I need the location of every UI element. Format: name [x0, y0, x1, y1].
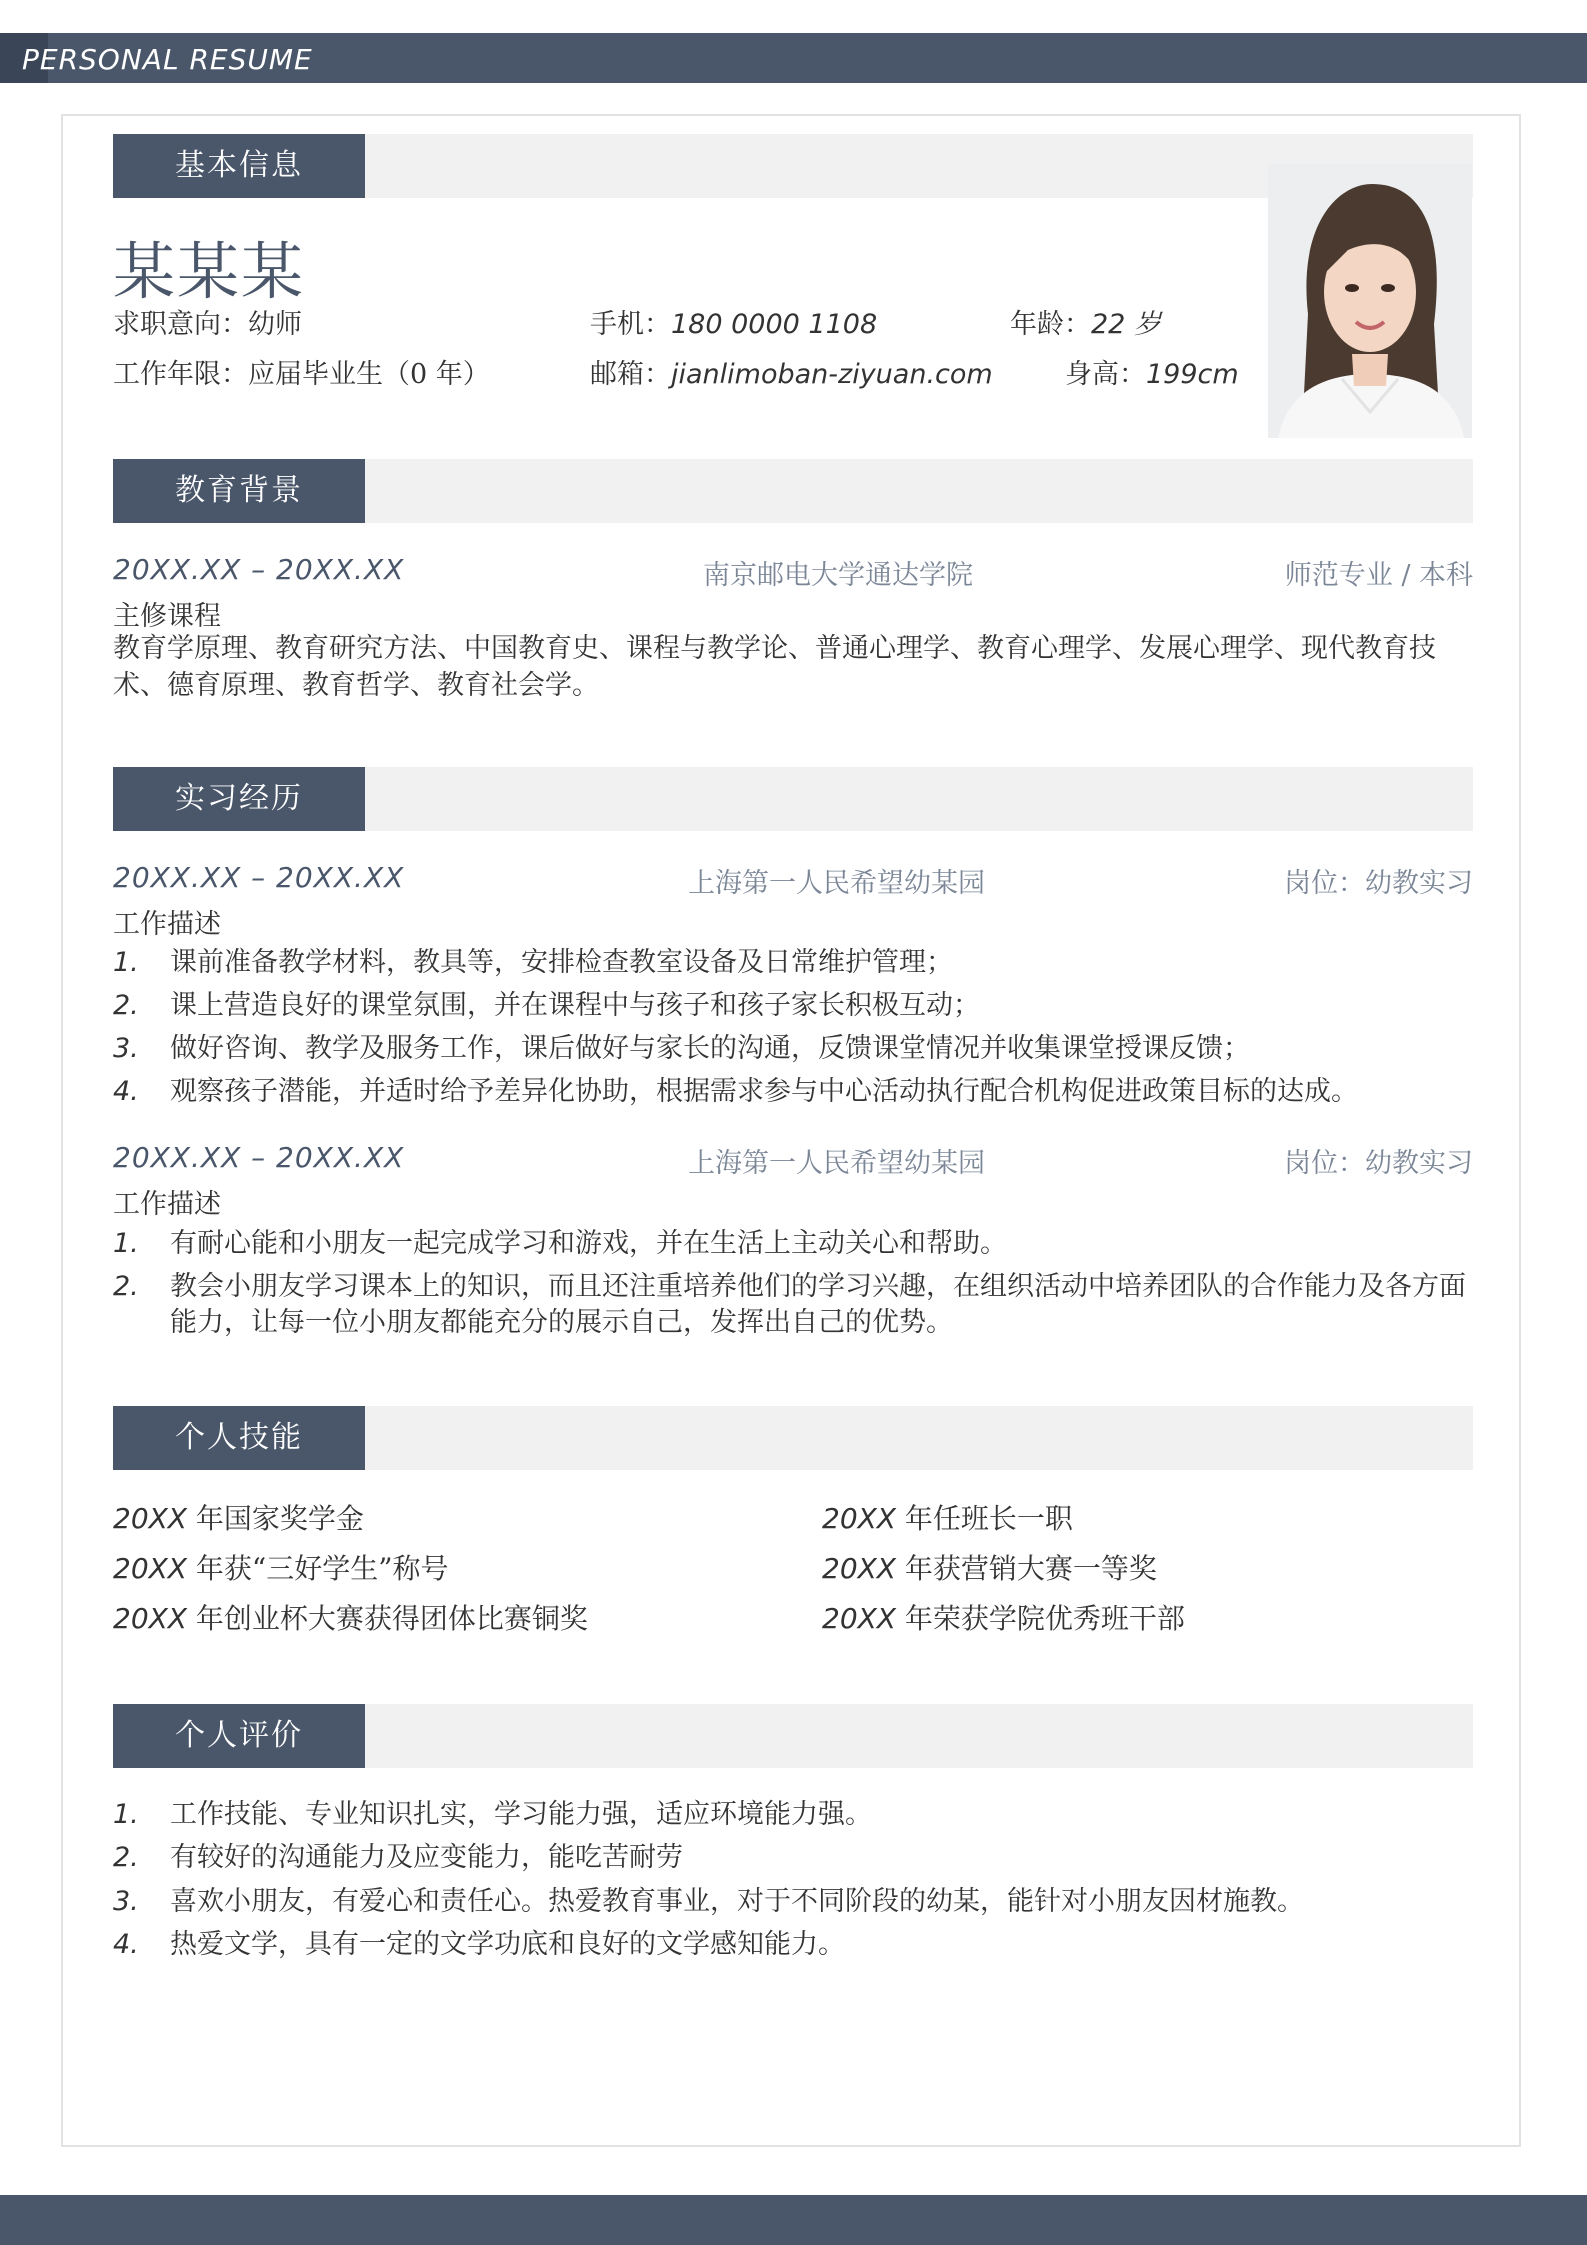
internship-2-desc-title: 工作描述 — [113, 1189, 221, 1220]
job-intent-label: 求职意向： — [113, 309, 248, 340]
section-internship-header — [113, 767, 1473, 831]
list-text: 课前准备教学材料，教具等，安排检查教室设备及日常维护管理； — [170, 947, 953, 978]
courses-title: 主修课程 — [113, 601, 221, 632]
list-item — [113, 1031, 1473, 1067]
education-major: 师范专业 / 本科 — [1284, 560, 1473, 591]
list-item — [113, 1269, 1473, 1341]
skill-item — [822, 1497, 1073, 1537]
section-skills-header — [113, 1406, 1473, 1470]
list-number: 2. — [113, 1271, 139, 1302]
internship-1-role: 岗位：幼教实习 — [1284, 868, 1473, 899]
list-text: 喜欢小朋友，有爱心和责任心。热爱教育事业，对于不同阶段的幼某，能针对小朋友因材施教。 — [170, 1886, 1304, 1917]
phone — [590, 302, 877, 341]
section-evaluation-label: 个人评价 — [113, 1704, 365, 1768]
skill-year: 20XX — [822, 1552, 896, 1585]
education-date: 20XX.XX – 20XX.XX — [113, 553, 405, 586]
list-item — [113, 1797, 1473, 1833]
skill-year: 20XX — [822, 1602, 896, 1635]
list-number: 4. — [113, 1929, 139, 1960]
email — [590, 352, 993, 391]
internship-1-date: 20XX.XX – 20XX.XX — [113, 861, 405, 894]
job-intent — [113, 302, 302, 341]
header-title: PERSONAL RESUME — [22, 43, 313, 76]
list-number: 2. — [113, 990, 139, 1021]
list-item — [113, 1074, 1473, 1110]
list-item — [113, 1840, 1473, 1876]
section-evaluation-header — [113, 1704, 1473, 1768]
age-label: 年龄： — [1010, 309, 1091, 340]
height-label: 身高： — [1065, 359, 1146, 390]
skill-item — [822, 1597, 1185, 1637]
list-number: 4. — [113, 1076, 139, 1107]
skill-text: 年创业杯大赛获得团体比赛铜奖 — [187, 1602, 588, 1635]
list-text: 热爱文学，具有一定的文学功底和良好的文学感知能力。 — [170, 1929, 845, 1960]
age-value: 22 岁 — [1091, 309, 1161, 340]
profile-photo — [1268, 164, 1472, 438]
list-number: 3. — [113, 1886, 139, 1917]
list-number: 3. — [113, 1033, 139, 1064]
footer-bar — [0, 2195, 1587, 2245]
email-label: 邮箱： — [590, 359, 671, 390]
internship-1-org: 上海第一人民希望幼某园 — [688, 868, 985, 899]
skill-text: 年任班长一职 — [896, 1502, 1073, 1535]
skill-item — [113, 1497, 364, 1537]
list-item — [113, 1884, 1473, 1920]
list-item — [113, 988, 1473, 1024]
skill-text: 年获营销大赛一等奖 — [896, 1552, 1157, 1585]
section-internship-label: 实习经历 — [113, 767, 365, 831]
skill-item — [822, 1547, 1157, 1587]
list-text: 工作技能、专业知识扎实，学习能力强，适应环境能力强。 — [170, 1799, 872, 1830]
internship-2-org: 上海第一人民希望幼某园 — [688, 1148, 985, 1179]
skill-text: 年荣获学院优秀班干部 — [896, 1602, 1185, 1635]
candidate-name: 某某某 — [113, 235, 306, 308]
work-years — [113, 352, 490, 391]
skill-text: 年获“三好学生”称号 — [187, 1552, 449, 1585]
internship-2-date: 20XX.XX – 20XX.XX — [113, 1141, 405, 1174]
list-text: 课上营造良好的课堂氛围，并在课程中与孩子和孩子家长积极互动； — [170, 990, 980, 1021]
job-intent-value: 幼师 — [248, 309, 302, 340]
list-text: 教会小朋友学习课本上的知识，而且还注重培养他们的学习兴趣，在组织活动中培养团队的合作能力及各方面能力，让每一位小朋友都能充分的展示自己，发挥出自己的优势。 — [170, 1271, 1466, 1338]
skill-year: 20XX — [113, 1552, 187, 1585]
list-item — [113, 1927, 1473, 1963]
section-education-header — [113, 459, 1473, 523]
education-school: 南京邮电大学通达学院 — [703, 560, 973, 591]
skill-text: 年国家奖学金 — [187, 1502, 364, 1535]
skill-year: 20XX — [822, 1502, 896, 1535]
phone-value: 180 0000 1108 — [671, 309, 878, 340]
list-text: 有耐心能和小朋友一起完成学习和游戏，并在生活上主动关心和帮助。 — [170, 1228, 1007, 1259]
list-text: 做好咨询、教学及服务工作，课后做好与家长的沟通，反馈课堂情况并收集课堂授课反馈； — [170, 1033, 1250, 1064]
section-education-label: 教育背景 — [113, 459, 365, 523]
height — [1065, 352, 1239, 391]
list-text: 有较好的沟通能力及应变能力，能吃苦耐劳 — [170, 1842, 683, 1873]
email-value: jianlimoban-ziyuan.com — [671, 359, 993, 390]
work-years-value: 应届毕业生（0 年） — [248, 359, 490, 390]
section-basic-label: 基本信息 — [113, 134, 365, 198]
portrait-illustration — [1268, 164, 1472, 438]
list-number: 1. — [113, 1228, 139, 1259]
list-text: 观察孩子潜能，并适时给予差异化协助，根据需求参与中心活动执行配合机构促进政策目标的达成。 — [170, 1076, 1358, 1107]
list-number: 1. — [113, 1799, 139, 1830]
skill-year: 20XX — [113, 1502, 187, 1535]
phone-label: 手机： — [590, 309, 671, 340]
list-item — [113, 945, 1473, 981]
work-years-label: 工作年限： — [113, 359, 248, 390]
age — [1010, 302, 1161, 341]
internship-1-desc-title: 工作描述 — [113, 909, 221, 940]
list-number: 1. — [113, 947, 139, 978]
courses-text: 教育学原理、教育研究方法、中国教育史、课程与教学论、普通心理学、教育心理学、发展心理学、现代教育技术、德育原理、教育哲学、教育社会学。 — [113, 633, 1436, 701]
list-number: 2. — [113, 1842, 139, 1873]
height-value: 199cm — [1146, 359, 1239, 390]
skill-item — [113, 1597, 588, 1637]
skill-year: 20XX — [113, 1602, 187, 1635]
section-skills-label: 个人技能 — [113, 1406, 365, 1470]
list-item — [113, 1226, 1473, 1262]
skill-item — [113, 1547, 449, 1587]
internship-2-role: 岗位：幼教实习 — [1284, 1148, 1473, 1179]
